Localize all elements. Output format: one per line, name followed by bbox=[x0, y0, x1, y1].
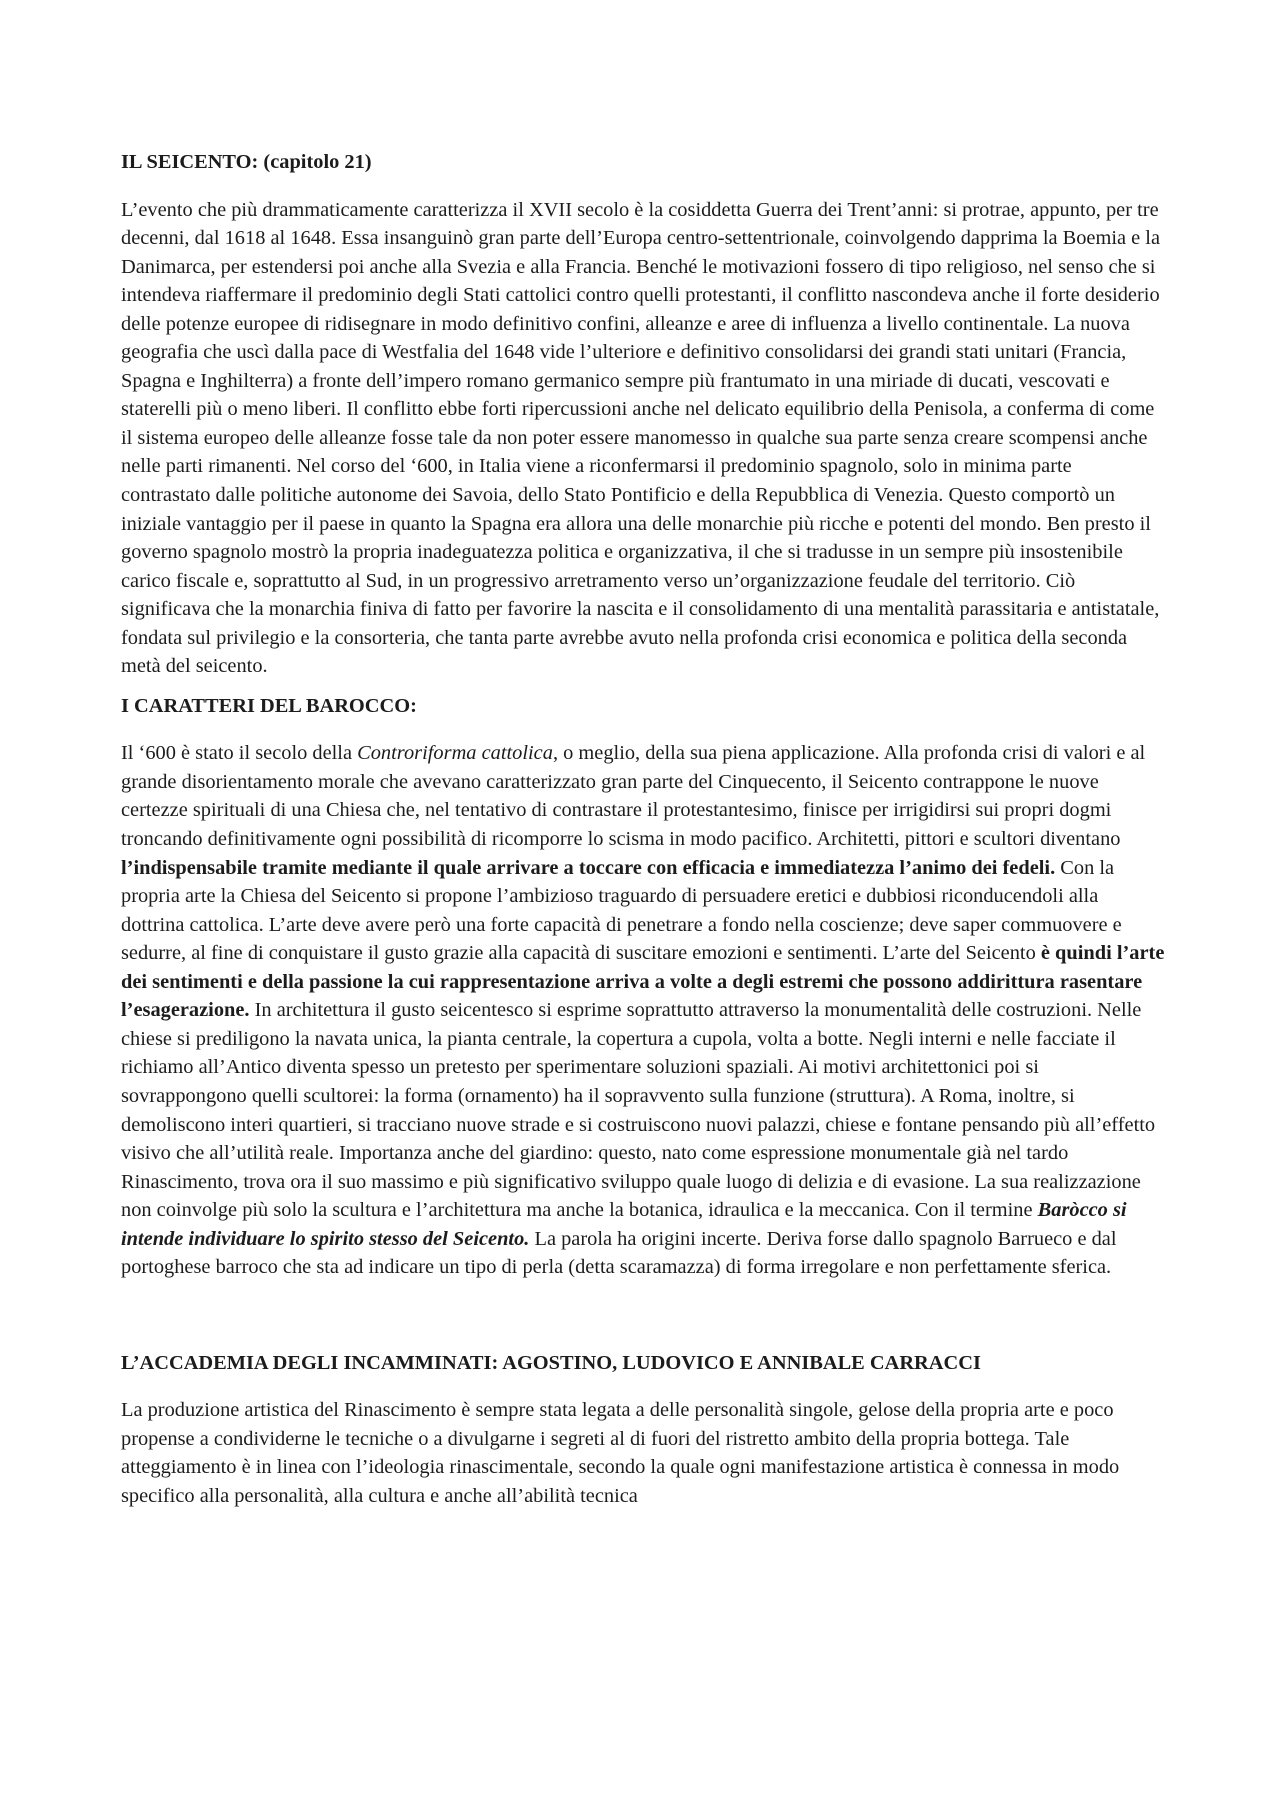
document-page bbox=[121, 148, 1166, 1511]
paragraph-barocco bbox=[121, 739, 1166, 1281]
text-run: Con la propria arte la Chiesa del Seicento si propone l’ambizioso traguardo di persuadere eretici e dubbiosi riconducendoli alla dottrina cattolica. L’arte deve avere però una forte capacità di penetrare a fondo nella coscienze; deve saper commuovere e sedurre, al fine di conquistare il gusto grazie alla capacità di suscitare emozioni e sentimenti. L’arte del Seicento bbox=[121, 856, 1122, 965]
text-run: , o meglio, della sua piena applicazione. Alla profonda crisi di valori e al grande disorientamento morale che avevano caratterizzato gran parte del Cinquecento, il Seicento contrappone le nuove certezze spirituali di una Chiesa che, nel tentativo di contrastare il protestantesimo, finisce per irrigidirsi sui propri dogmi troncando definitivamente ogni possibilità di ricomporre lo scisma in modo pacifico. Architetti, pittori e scultori diventano bbox=[121, 742, 1146, 851]
paragraph-seicento: L’evento che più drammaticamente caratterizza il XVII secolo è la cosiddetta Guerra dei Trent’anni: si protrae, appunto, per tre decenni, dal 1618 al 1648. Essa insanguinò gran parte dell’Europa centro-settentrionale, coinvolgendo dapprima la Boemia e la Danimarca, per estendersi poi anche alla Svezia e alla Francia. Benché le motivazioni fossero di tipo religioso, nel senso che si intendeva riaffermare il predominio degli Stati cattolici contro quelli protestanti, il conflitto nascondeva anche il forte desiderio delle potenze europee di ridisegnare in modo definitivo confini, alleanze e aree di influenza a livello continentale. La nuova geografia che uscì dalla pace di Westfalia del 1648 vide l’ulteriore e definitivo consolidarsi dei grandi stati unitari (Francia, Spagna e Inghilterra) a fronte dell’impero romano germanico sempre più frantumato in una miriade di ducati, vescovati e staterelli più o meno liberi. Il conflitto ebbe forti ripercussioni anche nel delicato equilibrio della Penisola, a conferma di come il sistema europeo delle alleanze fosse tale da non poter essere manomesso in qualche sua parte senza creare scompensi anche nelle parti rimanenti. Nel corso del ‘600, in Italia viene a riconfermarsi il predominio spagnolo, solo in minima parte contrastato dalle politiche autonome dei Savoia, dello Stato Pontificio e della Repubblica di Venezia. Questo comportò un iniziale vantaggio per il paese in quanto la Spagna era allora una delle monarchie più ricche e potenti del mondo. Ben presto il governo spagnolo mostrò la propria inadeguatezza politica e organizzativa, il che si tradusse in un sempre più insostenibile carico fiscale e, soprattutto al Sud, in un progressivo arretramento verso un’organizzazione feudale del territorio. Ciò significava che la monarchia finiva di fatto per favorire la nascita e il consolidamento di una mentalità parassitaria e antistatale, fondata sul privilegio e la consorteria, che tanta parte avrebbe avuto nella profonda crisi economica e politica della seconda metà del seicento. bbox=[121, 198, 1161, 678]
paragraph-accademia: La produzione artistica del Rinascimento è sempre stata legata a delle personalità singole, gelose della propria arte e poco propense a condividerne le tecniche o a divulgarne i segreti al di fuori del ristretto ambito della propria bottega. Tale atteggiamento è in linea con l’ideologia rinascimentale, secondo la quale ogni manifestazione artistica è connessa in modo specifico alla personalità, alla cultura e anche all’abilità tecnica bbox=[121, 1399, 1120, 1507]
bold-text-run: è quindi l’arte dei sentimenti e della passione la cui rappresentazione arriva a volte a degli estremi che possono addirittura rasentare l’esagerazione. bbox=[121, 942, 1165, 1022]
section-heading-seicento: IL SEICENTO: (capitolo 21) bbox=[121, 151, 372, 173]
text-run: In architettura il gusto seicentesco si esprime soprattutto attraverso la monumentalità delle costruzioni. Nelle chiese si prediligono la navata unica, la pianta centrale, la copertura a cupola, volta a botte. Negli interni e nelle facciate il richiamo all’Antico diventa spesso un pretesto per sperimentare soluzioni spaziali. Ai motivi architettonici poi si sovrappongono quelli scultorei: la forma (ornamento) ha il sopravvento sulla funzione (struttura). A Roma, inoltre, si demoliscono interi quartieri, si tracciano nuove strade e si costruiscono nuovi palazzi, chiese e fontane pensando più all’effetto visivo che all’utilità reale. Importanza anche del giardino: questo, nato come espressione monumentale già nel tardo Rinascimento, trova ora il suo massimo e più significativo sviluppo quale luogo di delizia e di evasione. La sua realizzazione non coinvolge più solo la scultura e l’architettura ma anche la botanica, idraulica e la meccanica. Con il termine bbox=[121, 999, 1156, 1222]
bold-text-run: l’indispensabile tramite mediante il quale arrivare a toccare con efficacia e immediatezza l’animo dei fedeli. bbox=[121, 856, 1056, 879]
section-heading-barocco: I CARATTERI DEL BAROCCO: bbox=[121, 694, 417, 717]
italic-text-run: Controriforma cattolica bbox=[357, 742, 553, 765]
section-heading-accademia: L’ACCADEMIA DEGLI INCAMMINATI: AGOSTINO, LUDOVICO E ANNIBALE CARRACCI bbox=[121, 1351, 981, 1374]
bold-italic-text-run: Baròcco si intende individuare lo spirito stesso del Seicento. bbox=[121, 1199, 1127, 1250]
text-run: La parola ha origini incerte. Deriva forse dallo spagnolo Barrueco e dal portoghese barroco che sta ad indicare un tipo di perla (detta scaramazza) di forma irregolare e non perfettamente sferica. bbox=[121, 1227, 1117, 1279]
text-run: Il ‘600 è stato il secolo della bbox=[121, 742, 358, 765]
